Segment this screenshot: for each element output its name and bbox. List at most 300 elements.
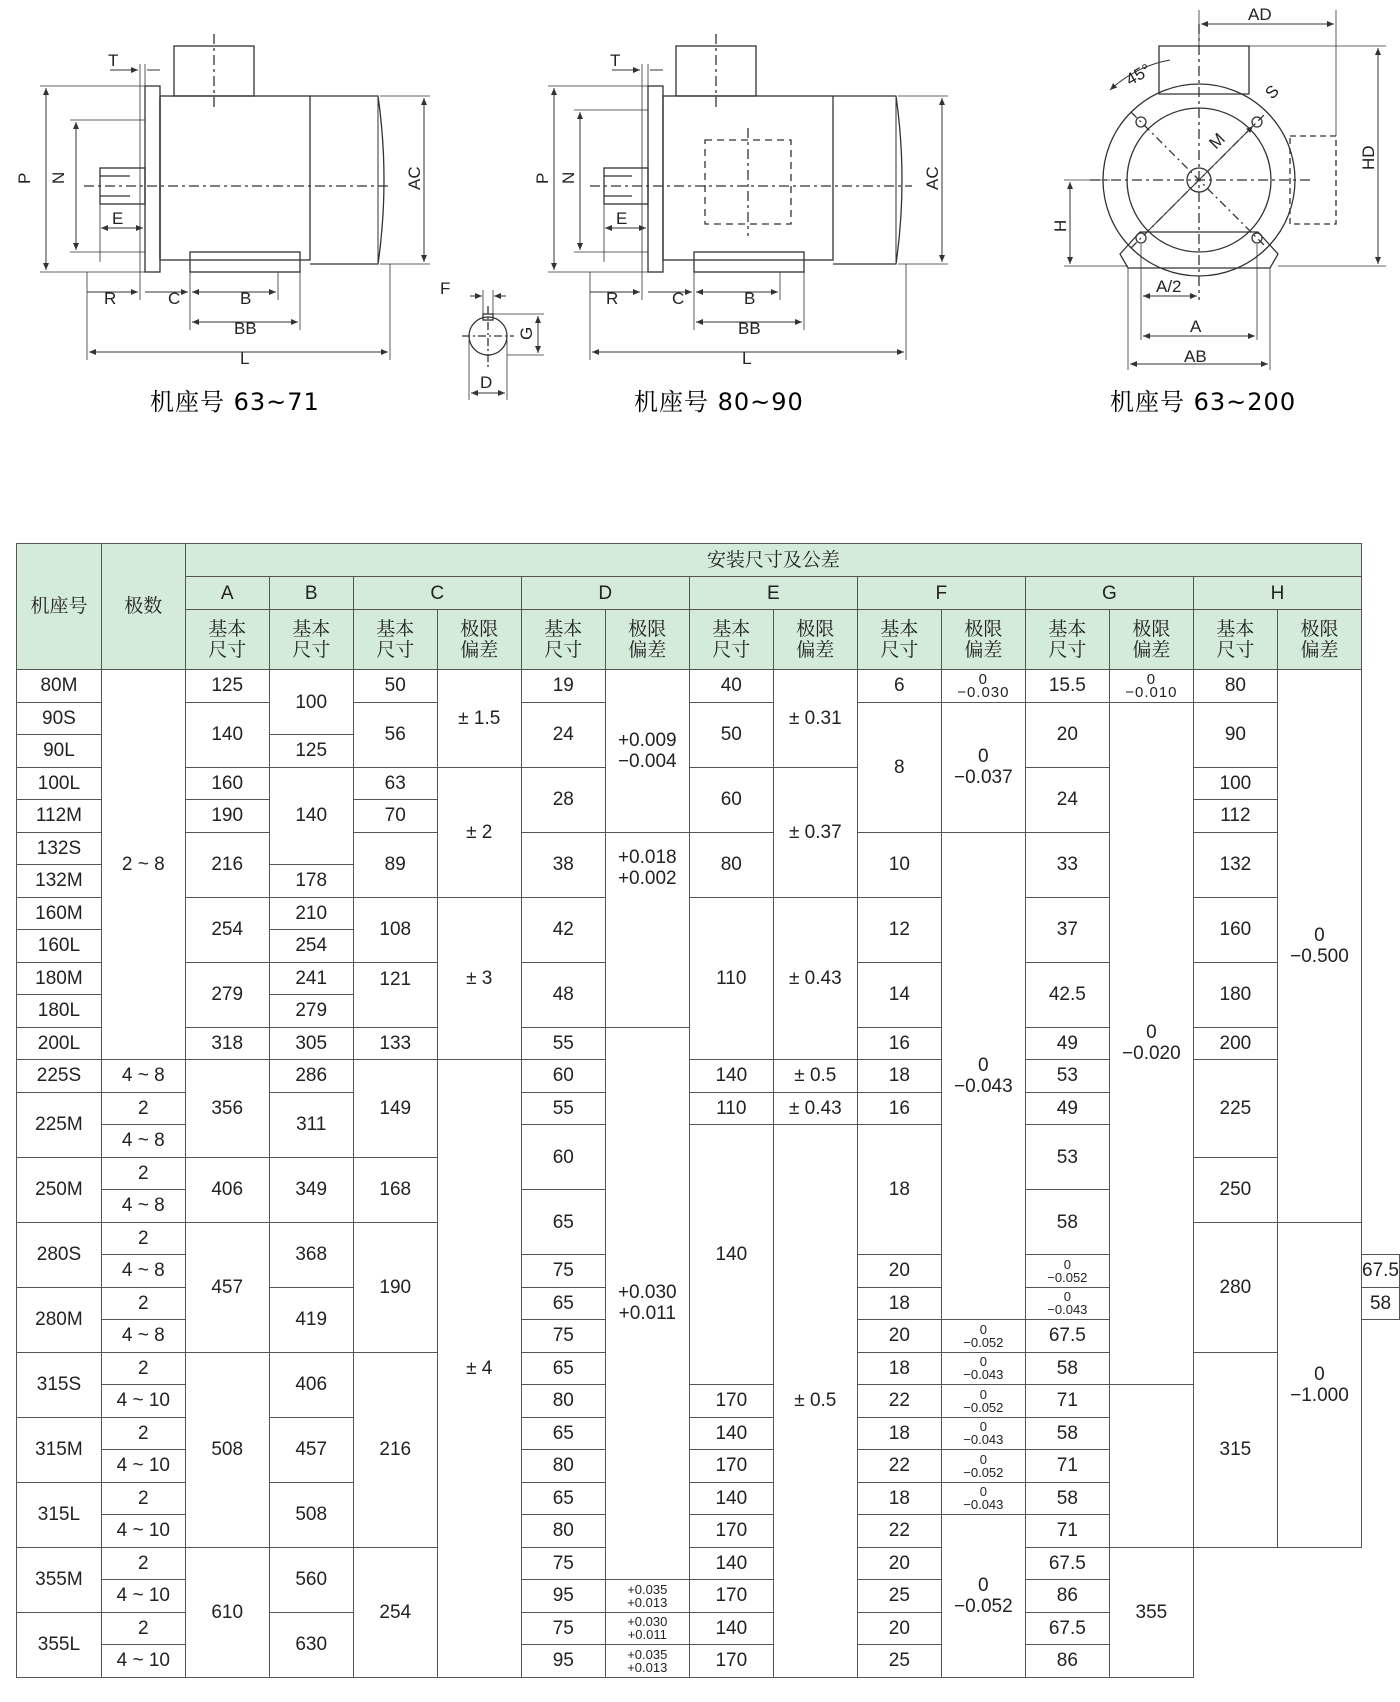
label-AC: AC [405, 166, 424, 190]
header-tolerance: 极限偏差 [605, 610, 689, 670]
label-AB: AB [1184, 347, 1207, 366]
frame-cell: 315M [17, 1417, 102, 1482]
h-cell: 132 [1193, 832, 1277, 897]
a-cell: 508 [185, 1352, 269, 1547]
header-col-F: F [857, 577, 1025, 610]
f-cell: 16 [857, 1092, 941, 1125]
c-tol-cell: ± 4 [437, 1060, 521, 1678]
c-cell: 63 [353, 767, 437, 800]
d-cell: 28 [521, 767, 605, 832]
poles-cell: 4 ~ 8 [101, 1255, 185, 1288]
header-group: 安装尺寸及公差 [185, 544, 1361, 577]
header-col-G: G [1025, 577, 1193, 610]
tol-upper: 0 [979, 1321, 987, 1337]
header-tolerance: 极限偏差 [437, 610, 521, 670]
g-cell: 58 [1025, 1190, 1109, 1255]
frame-cell: 90L [17, 735, 102, 768]
tol-upper: 0 [978, 746, 989, 767]
f-tol-cell [941, 1352, 1025, 1385]
frame-cell: 200L [17, 1027, 102, 1060]
tol-lower: −0.043 [963, 1367, 1004, 1383]
f-tol-cell [941, 702, 1025, 832]
label-AD: AD [1248, 5, 1272, 24]
frame-cell: 355M [17, 1547, 102, 1612]
e-cell: 140 [689, 1547, 773, 1580]
tol-lower: −1.000 [1290, 1384, 1349, 1406]
d-tol-cell [605, 1580, 689, 1613]
h-cell: 100 [1193, 767, 1277, 800]
tol-upper: 0 [1314, 1363, 1325, 1385]
tol-upper: 0 [978, 670, 988, 688]
e-cell: 170 [689, 1645, 773, 1678]
frame-cell: 250M [17, 1157, 102, 1222]
header-basic: 基本尺寸 [1025, 610, 1109, 670]
d-cell: 48 [521, 962, 605, 1027]
poles-cell: 4 ~ 10 [101, 1580, 185, 1613]
d-cell: 19 [521, 670, 605, 703]
d-cell: 55 [521, 1092, 605, 1125]
label-B: B [744, 289, 756, 308]
e-cell: 140 [689, 1125, 773, 1385]
c-cell: 133 [353, 1027, 437, 1060]
tol-lower: +0.002 [617, 867, 677, 889]
f-tol-cell [941, 1417, 1025, 1450]
d-cell: 80 [521, 1515, 605, 1548]
tol-lower: +0.013 [627, 1594, 668, 1610]
header-basic: 基本尺寸 [521, 610, 605, 670]
g-cell: 58 [1362, 1287, 1400, 1320]
c-cell: 70 [353, 800, 437, 833]
poles-cell: 2 [101, 1287, 185, 1320]
b-cell: 241 [269, 962, 353, 995]
frame-cell: 225S [17, 1060, 102, 1093]
e-cell: 140 [689, 1612, 773, 1645]
d-cell: 55 [521, 1027, 605, 1060]
poles-cell: 2 [101, 1157, 185, 1190]
label-B: B [240, 289, 252, 308]
tol-lower: −0.030 [957, 683, 1010, 701]
g-cell: 71 [1025, 1450, 1109, 1483]
b-cell: 254 [269, 930, 353, 963]
label-HD: HD [1359, 145, 1378, 170]
e-cell: 170 [689, 1450, 773, 1483]
c-cell: 216 [353, 1352, 437, 1547]
g-cell: 71 [1025, 1515, 1109, 1548]
h-tol-cell [1277, 1222, 1361, 1547]
tol-lower: −0.020 [1122, 1043, 1181, 1065]
poles-cell: 4 ~ 8 [101, 1125, 185, 1158]
g-cell: 58 [1025, 1352, 1109, 1385]
g-cell: 20 [1025, 702, 1109, 767]
g-cell: 67.5 [1362, 1255, 1400, 1288]
header-tolerance: 极限偏差 [1109, 610, 1193, 670]
header-col-A: A [185, 577, 269, 610]
g-cell: 24 [1025, 767, 1109, 832]
e-tol-cell: ± 0.31 [773, 670, 857, 768]
caption-63-71: 机座号 63~71 [150, 388, 320, 416]
f-cell: 12 [857, 897, 941, 962]
g-cell: 42.5 [1025, 962, 1109, 1027]
a-cell: 318 [185, 1027, 269, 1060]
g-cell: 53 [1025, 1060, 1109, 1093]
tol-upper: 0 [1146, 670, 1157, 688]
label-AC: AC [923, 166, 942, 190]
d-cell: 80 [521, 1385, 605, 1418]
b-cell: 508 [269, 1482, 353, 1547]
d-tol-cell [605, 1645, 689, 1678]
b-cell: 349 [269, 1157, 353, 1222]
b-cell: 125 [269, 735, 353, 768]
tol-lower: +0.011 [627, 1627, 667, 1643]
e-cell: 60 [689, 767, 773, 832]
shaft-section [462, 290, 544, 400]
b-cell: 457 [269, 1417, 353, 1482]
tol-lower: −0.010 [1125, 683, 1178, 701]
tol-upper: 0 [1314, 924, 1325, 946]
tol-upper: 0 [1063, 1289, 1071, 1305]
h-cell: 180 [1193, 962, 1277, 1027]
g-cell: 71 [1025, 1385, 1109, 1418]
a-cell: 190 [185, 800, 269, 833]
c-cell: 121 [353, 962, 437, 1027]
f-tol-cell [941, 832, 1025, 1320]
frame-cell: 100L [17, 767, 102, 800]
tol-upper: 0 [979, 1386, 987, 1402]
table-body [17, 670, 1400, 1678]
frame-cell: 132M [17, 865, 102, 898]
label-BB: BB [234, 319, 257, 338]
label-C: C [168, 289, 181, 308]
frame-cell: 225M [17, 1092, 102, 1157]
shaft-section-labels [440, 279, 536, 392]
g-cell: 53 [1025, 1125, 1109, 1190]
label-N: N [559, 171, 578, 184]
h-tol-cell [1277, 670, 1361, 1223]
f-tol-cell [941, 1450, 1025, 1483]
f-cell: 6 [857, 670, 941, 703]
d-cell: 24 [521, 702, 605, 767]
f-cell: 18 [857, 1287, 941, 1320]
poles-cell: 2 [101, 1612, 185, 1645]
a-cell: 216 [185, 832, 269, 897]
frame-cell: 132S [17, 832, 102, 865]
header-basic: 基本尺寸 [185, 610, 269, 670]
b-cell: 279 [269, 995, 353, 1028]
frame-cell: 160M [17, 897, 102, 930]
label-F: F [440, 279, 451, 298]
tol-lower: −0.037 [954, 767, 1013, 788]
table-row [17, 670, 1400, 703]
tol-lower: −0.052 [954, 1595, 1013, 1617]
b-cell: 178 [269, 865, 353, 898]
header-col-H: H [1193, 577, 1361, 610]
label-P: P [533, 172, 552, 184]
h-cell: 280 [1193, 1222, 1277, 1352]
f-cell: 16 [857, 1027, 941, 1060]
header-basic: 基本尺寸 [269, 610, 353, 670]
header-basic: 基本尺寸 [857, 610, 941, 670]
f-tol-cell [1025, 1287, 1109, 1320]
header-tolerance: 极限偏差 [773, 610, 857, 670]
label-angle-45: 45° [1122, 60, 1155, 90]
tol-lower: +0.011 [618, 1303, 676, 1325]
label-H: H [1051, 219, 1070, 232]
poles-cell: 2 ~ 8 [101, 670, 185, 1060]
d-cell: 65 [521, 1352, 605, 1385]
d-cell: 65 [521, 1482, 605, 1515]
label-M: M [1205, 129, 1229, 153]
e-cell: 170 [689, 1580, 773, 1613]
d-cell: 95 [521, 1580, 605, 1613]
f-tol-cell [941, 1482, 1025, 1515]
f-tol-cell [941, 1515, 1025, 1678]
h-cell: 355 [1109, 1547, 1193, 1677]
poles-cell: 4 ~ 8 [101, 1060, 185, 1093]
tol-lower: −0.043 [954, 1075, 1013, 1097]
header-tolerance: 极限偏差 [1277, 610, 1361, 670]
label-P: P [15, 172, 34, 184]
f-cell: 20 [857, 1320, 941, 1353]
tol-upper: 0 [1146, 1022, 1157, 1044]
frame-cell: 280S [17, 1222, 102, 1287]
label-E: E [616, 209, 628, 228]
tol-upper: 0 [979, 1419, 987, 1435]
tol-lower: −0.004 [617, 750, 677, 772]
d-cell: 60 [521, 1060, 605, 1093]
label-S: S [1261, 81, 1283, 103]
figure-captions [150, 388, 1296, 416]
e-cell: 170 [689, 1515, 773, 1548]
h-cell: 112 [1193, 800, 1277, 833]
c-cell: 89 [353, 832, 437, 897]
label-E: E [112, 209, 124, 228]
tol-lower: −0.052 [963, 1399, 1004, 1415]
c-cell: 254 [353, 1547, 437, 1677]
g-cell: 67.5 [1025, 1320, 1109, 1353]
e-tol-cell: ± 0.43 [773, 1092, 857, 1125]
f-cell: 18 [857, 1417, 941, 1450]
header-tolerance: 极限偏差 [941, 610, 1025, 670]
label-A: A [1190, 317, 1202, 336]
b-cell: 368 [269, 1222, 353, 1287]
d-cell: 80 [521, 1450, 605, 1483]
header-col-B: B [269, 577, 353, 610]
label-C: C [672, 289, 685, 308]
g-cell: 58 [1025, 1482, 1109, 1515]
h-cell: 160 [1193, 897, 1277, 962]
h-cell: 225 [1193, 1060, 1277, 1158]
f-cell: 18 [857, 1125, 941, 1255]
tol-lower: −0.500 [1290, 945, 1349, 967]
c-cell: 50 [353, 670, 437, 703]
d-tol-cell [605, 1027, 689, 1580]
g-cell: 58 [1025, 1417, 1109, 1450]
f-tol-cell [941, 1320, 1025, 1353]
tol-lower: −0.052 [1047, 1269, 1088, 1285]
b-cell: 100 [269, 670, 353, 735]
e-cell: 140 [689, 1060, 773, 1093]
tol-upper: 0 [979, 1484, 987, 1500]
a-cell: 279 [185, 962, 269, 1027]
d-cell: 75 [521, 1255, 605, 1288]
d-cell: 60 [521, 1125, 605, 1190]
front-view-63-200 [1064, 10, 1386, 370]
header-frame: 机座号 [17, 544, 102, 670]
poles-cell: 4 ~ 10 [101, 1450, 185, 1483]
f-cell: 20 [857, 1255, 941, 1288]
poles-cell: 2 [101, 1352, 185, 1385]
tol-upper: 0 [979, 1354, 987, 1370]
d-cell: 65 [521, 1287, 605, 1320]
d-cell: 75 [521, 1547, 605, 1580]
a-cell: 160 [185, 767, 269, 800]
table-header [17, 544, 1400, 670]
label-L: L [742, 349, 752, 368]
f-cell: 22 [857, 1450, 941, 1483]
frame-cell: 90S [17, 702, 102, 735]
header-basic: 基本尺寸 [689, 610, 773, 670]
a-cell: 125 [185, 670, 269, 703]
frame-cell: 180L [17, 995, 102, 1028]
d-cell: 38 [521, 832, 605, 897]
c-tol-cell: ± 2 [437, 767, 521, 897]
frame-cell: 180M [17, 962, 102, 995]
f-cell: 25 [857, 1580, 941, 1613]
c-tol-cell: ± 1.5 [437, 670, 521, 768]
installation-dimension-table [16, 543, 1400, 1678]
e-tol-cell: ± 0.5 [773, 1060, 857, 1093]
f-cell: 8 [857, 702, 941, 832]
b-cell: 140 [269, 767, 353, 865]
b-cell: 210 [269, 897, 353, 930]
caption-80-90: 机座号 80~90 [634, 388, 804, 416]
tol-lower: −0.043 [963, 1432, 1004, 1448]
b-cell: 419 [269, 1287, 353, 1352]
h-cell: 315 [1193, 1352, 1277, 1547]
tol-upper: 0 [978, 1054, 989, 1076]
label-T: T [108, 51, 119, 70]
a-cell: 457 [185, 1222, 269, 1352]
tol-upper: 0 [979, 1451, 987, 1467]
d-tol-cell [605, 1612, 689, 1645]
e-cell: 50 [689, 702, 773, 767]
poles-cell: 4 ~ 8 [101, 1190, 185, 1223]
label-N: N [49, 171, 68, 184]
label-BB: BB [738, 319, 761, 338]
f-cell: 18 [857, 1482, 941, 1515]
caption-63-200: 机座号 63~200 [1110, 388, 1297, 416]
poles-cell: 2 [101, 1092, 185, 1125]
tol-lower: +0.013 [627, 1659, 668, 1675]
e-tol-cell: ± 0.43 [773, 897, 857, 1060]
table-row [17, 1547, 1400, 1580]
f-cell: 20 [857, 1547, 941, 1580]
g-cell: 67.5 [1025, 1612, 1109, 1645]
frame-cell: 315S [17, 1352, 102, 1417]
tol-upper: +0.030 [617, 1282, 677, 1304]
frame-cell: 280M [17, 1287, 102, 1352]
e-cell: 110 [689, 1092, 773, 1125]
d-tol-cell [605, 832, 689, 1027]
poles-cell: 2 [101, 1482, 185, 1515]
front-view-labels [1051, 5, 1378, 366]
f-cell: 18 [857, 1060, 941, 1093]
d-tol-cell [605, 670, 689, 833]
g-cell: 15.5 [1025, 670, 1109, 703]
h-cell: 80 [1193, 670, 1277, 703]
header-poles: 极数 [101, 544, 185, 670]
c-cell: 190 [353, 1222, 437, 1352]
a-cell: 140 [185, 702, 269, 767]
side-view-63-71 [40, 34, 430, 360]
motor-dimension-drawings [0, 0, 1400, 540]
poles-cell: 4 ~ 10 [101, 1385, 185, 1418]
g-cell: 37 [1025, 897, 1109, 962]
frame-cell: 112M [17, 800, 102, 833]
d-cell: 95 [521, 1645, 605, 1678]
header-col-E: E [689, 577, 857, 610]
frame-cell: 160L [17, 930, 102, 963]
g-tol-cell [1109, 670, 1193, 703]
f-cell: 14 [857, 962, 941, 1027]
tol-upper: 0 [1063, 1256, 1071, 1272]
tol-upper: +0.035 [627, 1646, 668, 1662]
side-view-80-90 [548, 34, 948, 360]
frame-cell: 355L [17, 1612, 102, 1677]
c-cell: 168 [353, 1157, 437, 1222]
poles-cell: 4 ~ 8 [101, 1320, 185, 1353]
a-cell: 610 [185, 1547, 269, 1677]
tol-lower: −0.052 [963, 1334, 1004, 1350]
tol-upper: +0.018 [617, 846, 677, 868]
b-cell: 560 [269, 1547, 353, 1612]
g-cell: 49 [1025, 1092, 1109, 1125]
e-tol-cell: ± 0.5 [773, 1125, 857, 1678]
d-cell: 65 [521, 1417, 605, 1450]
f-tol-cell [1025, 1255, 1109, 1288]
a-cell: 356 [185, 1060, 269, 1158]
g-tol-cell [1109, 702, 1193, 1385]
f-cell: 22 [857, 1385, 941, 1418]
f-tol-cell [941, 1385, 1025, 1418]
d-cell: 75 [521, 1612, 605, 1645]
e-cell: 110 [689, 897, 773, 1060]
h-cell: 200 [1193, 1027, 1277, 1060]
poles-cell: 2 [101, 1547, 185, 1580]
label-R: R [104, 289, 117, 308]
tol-upper: 0 [978, 1574, 989, 1596]
tol-lower: −0.043 [1047, 1302, 1088, 1318]
b-cell: 305 [269, 1027, 353, 1060]
c-cell: 149 [353, 1060, 437, 1158]
b-cell: 286 [269, 1060, 353, 1093]
e-tol-cell: ± 0.37 [773, 767, 857, 897]
tol-upper: +0.030 [627, 1614, 668, 1630]
d-cell: 65 [521, 1190, 605, 1255]
header-col-D: D [521, 577, 689, 610]
label-L: L [240, 349, 250, 368]
poles-cell: 4 ~ 10 [101, 1515, 185, 1548]
h-cell: 90 [1193, 702, 1277, 767]
tol-upper: +0.035 [627, 1581, 668, 1597]
d-cell: 75 [521, 1320, 605, 1353]
e-cell: 140 [689, 1482, 773, 1515]
label-G: G [517, 326, 536, 340]
b-cell: 311 [269, 1092, 353, 1157]
c-tol-cell: ± 3 [437, 897, 521, 1060]
side-view-80-90-labels [533, 51, 942, 368]
label-D: D [480, 373, 493, 392]
